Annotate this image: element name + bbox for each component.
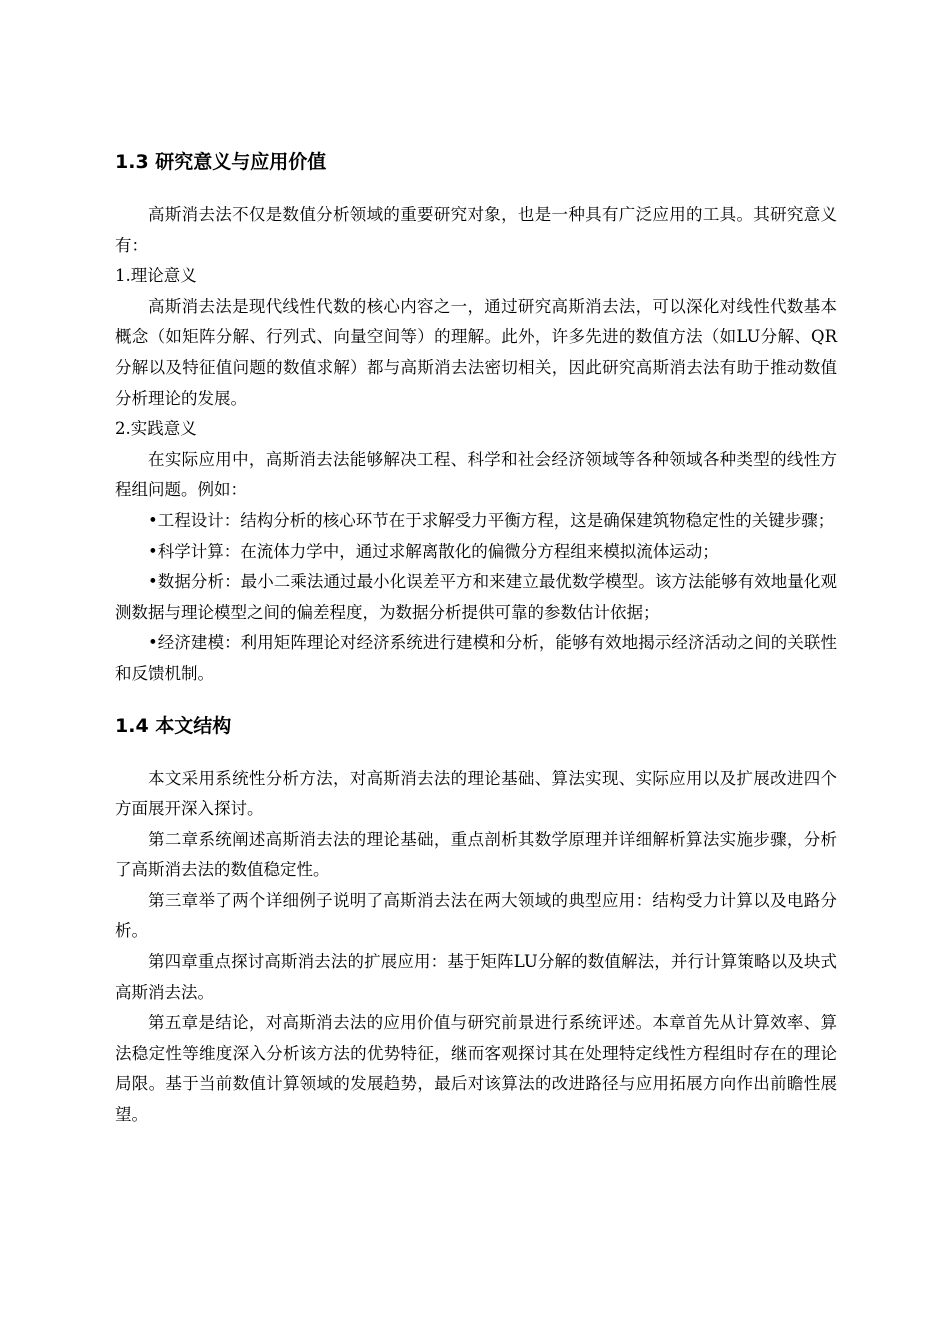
practice-paragraph: 在实际应用中，高斯消去法能够解决工程、科学和社会经济领域等各种领域各种类型的线性方程组问题。例如：	[115, 449, 837, 500]
theory-paragraph: 高斯消去法是现代线性代数的核心内容之一，通过研究高斯消去法，可以深化对线性代数基本概念（如矩阵分解、行列式、向量空间等）的理解。此外，许多先进的数值方法（如LU分解、QR分解以及特征值问题的数值求解）都与高斯消去法密切相关，因此研究高斯消去法有助于推动数值分析理论的发展。	[115, 296, 837, 408]
page-content	[115, 146, 837, 1131]
structure-paragraph-chapter-2: 第二章系统阐述高斯消去法的理论基础，重点剖析其数学原理并详细解析算法实施步骤，分析了高斯消去法的数值稳定性。	[115, 829, 837, 880]
bullet-data-analysis: •数据分析：最小二乘法通过最小化误差平方和来建立最优数学模型。该方法能够有效地量化观测数据与理论模型之间的偏差程度，为数据分析提供可靠的参数估计依据；	[115, 572, 837, 622]
subheading-theory: 1.理论意义	[115, 266, 197, 286]
structure-paragraph-chapter-3: 第三章举了两个详细例子说明了高斯消去法在两大领域的典型应用：结构受力计算以及电路分析。	[115, 890, 837, 941]
structure-paragraph-chapter-5: 第五章是结论，对高斯消去法的应用价值与研究前景进行系统评述。本章首先从计算效率、算法稳定性等维度深入分析该方法的优势特征，继而客观探讨其在处理特定线性方程组时存在的理论局限。基于当前数值计算领域的发展趋势，最后对该算法的改进路径与应用拓展方向作出前瞻性展望。	[115, 1013, 837, 1125]
subheading-practice: 2.实践意义	[115, 419, 197, 439]
section-heading-1-3: 1.3 研究意义与应用价值	[115, 151, 327, 173]
bullet-economics: •经济建模：利用矩阵理论对经济系统进行建模和分析，能够有效地揭示经济活动之间的关联性和反馈机制。	[115, 633, 837, 683]
intro-paragraph: 高斯消去法不仅是数值分析领域的重要研究对象，也是一种具有广泛应用的工具。其研究意义有：	[115, 205, 837, 255]
bullet-engineering: •工程设计：结构分析的核心环节在于求解受力平衡方程，这是确保建筑物稳定性的关键步骤；	[148, 510, 835, 530]
bullet-science: •科学计算：在流体力学中，通过求解离散化的偏微分方程组来模拟流体运动；	[148, 541, 719, 561]
structure-paragraph-chapter-4: 第四章重点探讨高斯消去法的扩展应用：基于矩阵LU分解的数值解法，并行计算策略以及块式高斯消去法。	[115, 952, 837, 1002]
section-heading-1-4: 1.4 本文结构	[115, 714, 232, 737]
structure-paragraph-overview: 本文采用系统性分析方法，对高斯消去法的理论基础、算法实现、实际应用以及扩展改进四个方面展开深入探讨。	[115, 768, 837, 819]
